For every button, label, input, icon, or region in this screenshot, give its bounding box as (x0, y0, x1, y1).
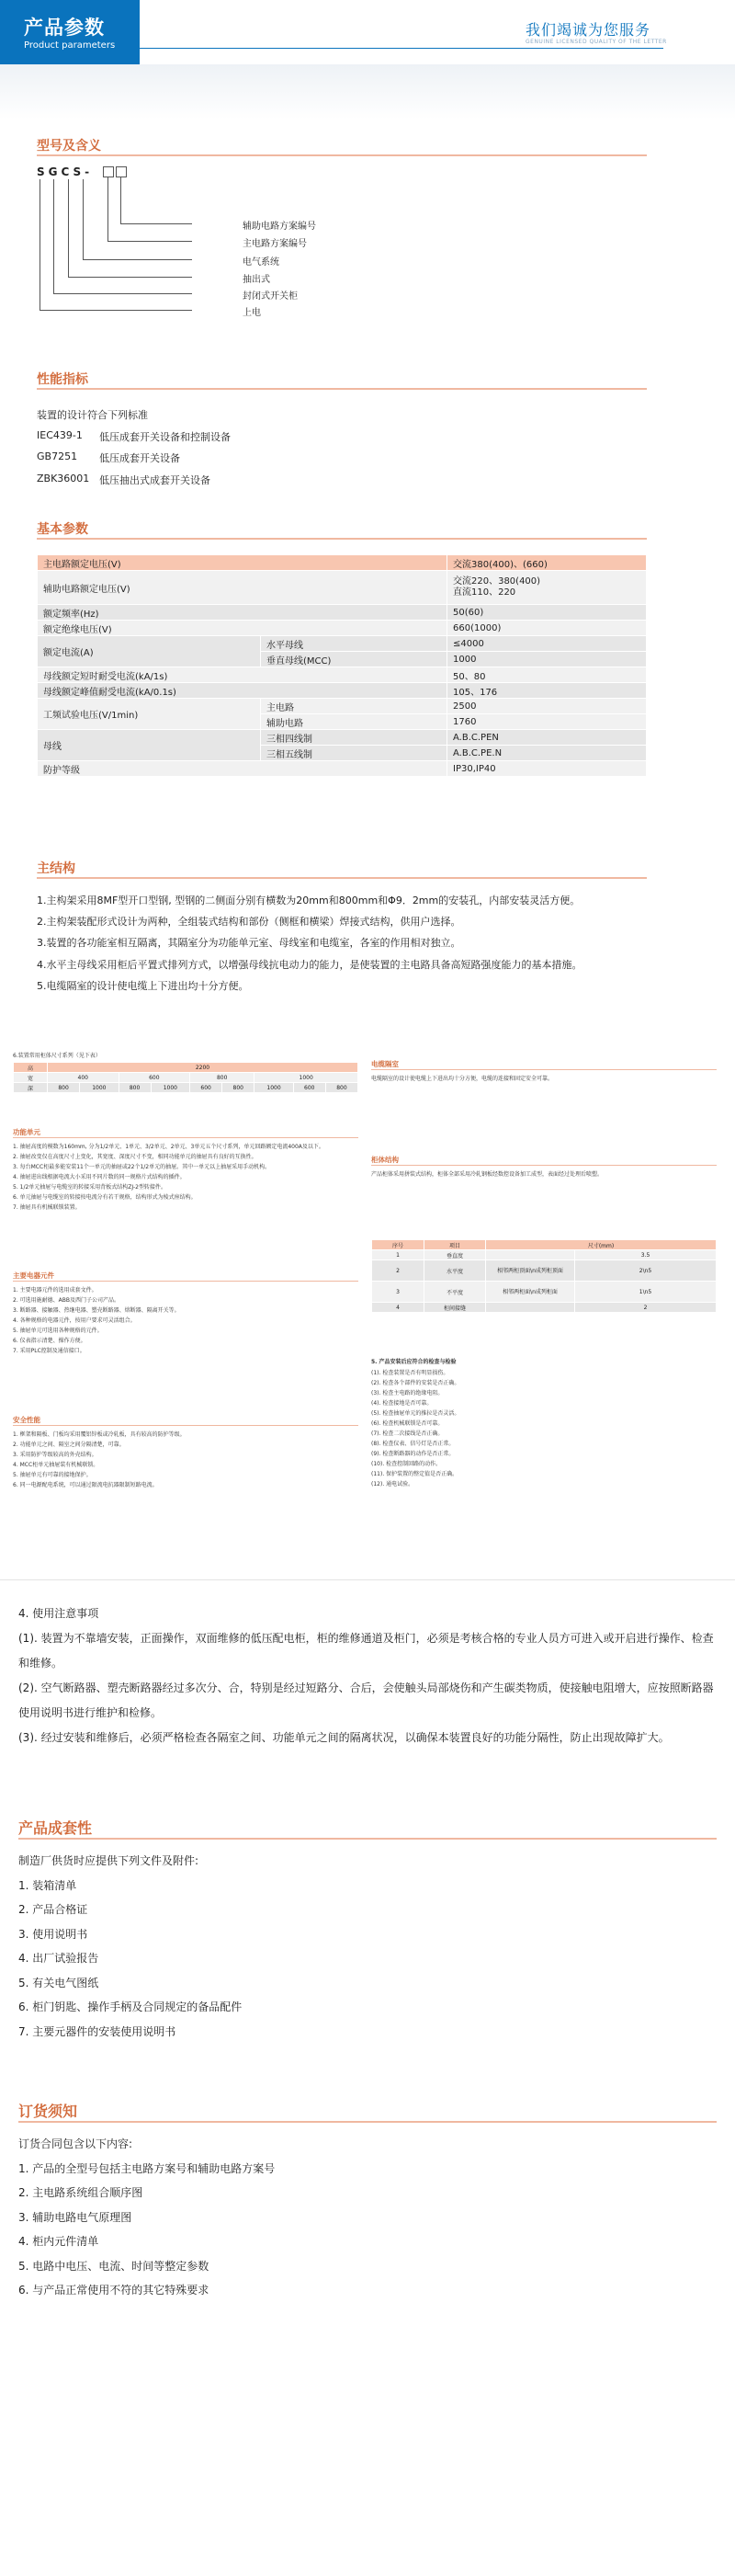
section-divider (0, 1579, 735, 1580)
table-row (38, 699, 647, 714)
tolerance-table (371, 1239, 717, 1313)
note-item: (1). 检查装置是否有明显损伤。 (371, 1370, 449, 1376)
table-cell: 800 (119, 1083, 151, 1093)
table-cell: 相邻两柜面\n成列柜面 (486, 1282, 575, 1303)
model-label-brand: 上电 (243, 308, 261, 318)
header-shade (0, 64, 735, 120)
table-row (14, 1073, 358, 1083)
func-item: 4. 抽屉进出线根据电流大小采用不同片数的同一规格片式结构的插件。 (13, 1174, 186, 1180)
func-item: 6. 单元抽屉与电缆室的转接按电流分有若干规格，结构形式为棱式座结构。 (13, 1194, 197, 1201)
model-box-2 (116, 166, 127, 177)
table-row (14, 1063, 358, 1073)
table-cell: 1\n5 (575, 1282, 717, 1303)
table-cell: 660(1000) (447, 621, 647, 636)
table-cell: 水平母线 (261, 636, 447, 652)
table-cell: 2 (372, 1260, 424, 1282)
cable-title: 电缆隔室 (371, 1060, 399, 1068)
cable-rule (371, 1069, 717, 1070)
model-label-main: 主电路方案编号 (243, 239, 307, 249)
page-title: 产品参数 (24, 17, 105, 39)
structure-title-rule (37, 877, 647, 879)
usage-title: 4. 使用注意事项 (18, 1607, 99, 1620)
order-item: 3. 辅助电路电气原理图 (18, 2211, 132, 2224)
table-row (38, 636, 647, 652)
bracket-line (83, 259, 192, 260)
func-item: 2. 抽屉改变仅在高度尺寸上变化，其宽度、深度尺寸不变，相同功能单元的抽屉具有良好的互换性。 (13, 1154, 257, 1160)
main-item: 2. 可选用施耐德、ABB及西门子公司产品。 (13, 1297, 119, 1304)
standard-desc: 低压成套开关设备和控制设备 (99, 431, 231, 443)
main-item: 3. 断路器、接触器、热继电器、塑壳断路器、熔断器、隔离开关等。 (13, 1307, 180, 1314)
table-cell: IP30,IP40 (447, 761, 647, 777)
parameter-table (37, 554, 647, 777)
cabinet-title: 柜体结构 (371, 1156, 399, 1164)
table-cell: 额定电流(A) (38, 636, 261, 667)
table-cell: 三相五线制 (261, 746, 447, 761)
usage-item: (2). 空气断路器、塑壳断路器经过多次分、合，特别是经过短路分、合后，会使触头局部烧伤和产生碳类物质，使接触电阻增大，应按照断路器使用说明书进行维护和检修。 (18, 1681, 714, 1719)
usage-item: (3). 经过安装和维修后，必须严格检查各隔室之间、功能单元之间的隔离状况，以确保本装置良好的功能分隔性，防止出现故障扩大。 (18, 1731, 670, 1744)
value-line: 交流220、380(400) (453, 576, 541, 587)
main-title: 主要电器元件 (13, 1271, 54, 1280)
completeness-item: 6. 柜门钥匙、操作手柄及合同规定的备品配件 (18, 2000, 243, 2013)
safety-item: 4. MCC柜单元抽屉装有机械联锁。 (13, 1462, 99, 1468)
table-cell: 1000 (80, 1083, 119, 1093)
structure-item: 1.主构架采用8MF型开口型钢, 型钢的二侧面分别有横数为20mm和800mm和Φ9．2mm的安装孔，内部安装灵活方便。 (37, 895, 581, 906)
bracket-line (120, 177, 121, 223)
note-item: (6). 检查机械联锁是否可靠。 (371, 1420, 444, 1427)
bracket-line (107, 241, 192, 242)
table-cell (486, 1250, 575, 1260)
performance-intro: 装置的设计符合下列标准 (37, 409, 148, 421)
standard-code: ZBK36001 (37, 473, 90, 484)
table-cell: 50、80 (447, 667, 647, 683)
header-slogan: 我们竭诚为您服务 (526, 21, 651, 39)
usage-item: (1). 装置为不靠墙安装，正面操作，双面维修的低压配电柜，柜的维修通道及柜门，必须是考核合格的专业人员方可进入或开启进行操作、检查和维修。 (18, 1632, 714, 1670)
table-cell: 3 (372, 1282, 424, 1303)
main-rule (13, 1281, 358, 1282)
table-cell: 三相四线制 (261, 730, 447, 746)
table-cell: 1000 (151, 1083, 189, 1093)
func-title: 功能单元 (13, 1128, 40, 1136)
main-item: 4. 各种规格的电器元件，按用户要求可灵活组合。 (13, 1317, 136, 1324)
note-item: (12). 通电试验。 (371, 1481, 414, 1487)
table-cell: 50(60) (447, 605, 647, 621)
note-item: (5). 检查抽屉单元的推拉是否灵活。 (371, 1410, 460, 1417)
table-row (38, 571, 647, 605)
table-cell: 800 (325, 1083, 357, 1093)
order-title: 订货须知 (18, 2103, 78, 2120)
notes-list (371, 1368, 717, 1489)
table-cell: 项目 (424, 1240, 486, 1250)
standard-desc: 低压成套开关设备 (99, 452, 180, 464)
table-cell: 主电路额定电压(V) (38, 555, 447, 571)
safety-item: 3. 采用防护等级较高的外壳结构。 (13, 1452, 97, 1458)
note-item: (3). 检查主电路的绝缘电阻。 (371, 1390, 444, 1396)
performance-title-rule (37, 388, 647, 390)
page-subtitle: Product parameters (24, 40, 116, 51)
table-row (38, 730, 647, 746)
safety-item: 6. 同一电源配电系统，可以通过限流电抗器限制短路电流。 (13, 1482, 158, 1488)
table-cell: 1 (372, 1250, 424, 1260)
completeness-title: 产品成套性 (18, 1819, 93, 1837)
note-item: (2). 检查各个部件的安装是否正确。 (371, 1380, 460, 1386)
dim-title: 6.装置常用柜体尺寸系列（见下表） (13, 1053, 101, 1059)
table-row (372, 1260, 717, 1282)
completeness-item: 7. 主要元器件的安装使用说明书 (18, 2025, 176, 2038)
order-rule (18, 2121, 717, 2123)
structure-item: 4.水平主母线采用柜后平置式排列方式，以增强母线抗电动力的能力，是使装置的主电路具备高短路强度能力的基本措施。 (37, 959, 582, 971)
standard-code: GB7251 (37, 450, 78, 462)
table-cell: 高 (14, 1063, 48, 1073)
safety-item: 1. 框架和隔板、门板均采用覆铝锌板或冷轧板，具有较高的防护等级。 (13, 1431, 186, 1438)
note-item: (7). 检查二次接线是否正确。 (371, 1430, 444, 1437)
standard-desc: 低压抽出式成套开关设备 (99, 474, 210, 486)
table-cell: 额定频率(Hz) (38, 605, 447, 621)
standard-code: IEC439-1 (37, 429, 83, 441)
table-cell: 800 (190, 1073, 254, 1083)
bracket-line (120, 223, 192, 224)
func-item: 1. 抽屉高度的模数为160mm, 分为1/2单元、1单元、3/2单元、2单元、3单元五个尺寸系列，单元回路额定电流400A及以下。 (13, 1144, 324, 1150)
table-row (38, 667, 647, 683)
table-cell: 交流380(400)、(660) (447, 555, 647, 571)
basic-title: 基本参数 (37, 522, 88, 537)
header-line (140, 48, 526, 49)
main-item: 7. 采用PLC控制及通信接口。 (13, 1348, 85, 1354)
table-row (38, 555, 647, 571)
order-item: 1. 产品的全型号包括主电路方案号和辅助电路方案号 (18, 2162, 276, 2175)
table-cell: 2500 (447, 699, 647, 714)
note-item: (8). 检查仪表、信号灯是否正常。 (371, 1441, 455, 1447)
table-cell: 600 (293, 1083, 325, 1093)
table-cell: A.B.C.PE.N (447, 746, 647, 761)
model-label-enclosed: 封闭式开关柜 (243, 291, 298, 302)
table-row (38, 683, 647, 699)
table-cell: 母线额定峰值耐受电流(kA/0.1s) (38, 683, 447, 699)
func-list (13, 1142, 362, 1213)
table-cell: 2200 (48, 1063, 358, 1073)
completeness-item: 1. 装箱清单 (18, 1879, 77, 1892)
table-cell: 深 (14, 1083, 48, 1093)
table-cell: 800 (48, 1083, 80, 1093)
model-code: SGCS- (37, 165, 94, 178)
main-item: 6. 仪表指示清楚、操作方便。 (13, 1338, 86, 1344)
table-row (372, 1303, 717, 1313)
main-list (13, 1285, 362, 1356)
table-row (372, 1282, 717, 1303)
order-item: 5. 电路中电压、电流、时间等整定参数 (18, 2260, 209, 2273)
table-cell: 105、176 (447, 683, 647, 699)
cabinet-text: 产品柜体采用拼装式结构，柜体全部采用冷轧钢板经数控设备加工成型，表面经过处理后喷塑。 (371, 1171, 604, 1178)
notes-title: 5. 产品安装后应符合的检查与检验 (371, 1359, 457, 1365)
func-rule (13, 1137, 358, 1138)
structure-item: 5.电缆隔室的设计使电缆上下进出均十分方便。 (37, 980, 249, 992)
model-label-aux: 辅助电路方案编号 (243, 222, 316, 232)
table-cell: 尺寸(mm) (486, 1240, 717, 1250)
structure-item: 3.装置的各功能室相互隔离，其隔室分为功能单元室、母线室和电缆室，各室的作用相对独立。 (37, 937, 461, 949)
completeness-item: 4. 出厂试验报告 (18, 1952, 99, 1965)
table-cell: 2\n5 (575, 1260, 717, 1282)
safety-list (13, 1430, 362, 1490)
completeness-intro: 制造厂供货时应提供下列文件及附件: (18, 1854, 199, 1867)
bracket-line (107, 177, 108, 241)
model-label-draw: 抽出式 (243, 275, 270, 285)
structure-item: 2.主构架装配形式设计为两种，全组装式结构和部份（侧框和横梁）焊接式结构，供用户选择。 (37, 916, 461, 928)
table-cell: 1000 (447, 652, 647, 667)
table-cell: 额定绝缘电压(V) (38, 621, 447, 636)
table-cell: 防护等级 (38, 761, 447, 777)
table-row (38, 605, 647, 621)
order-item: 2. 主电路系统组合顺序图 (18, 2186, 143, 2199)
table-cell: 3.5 (575, 1250, 717, 1260)
func-item: 5. 1/2单元抽屉与电缆室的转接采用背板式结构ZJ-2型转接件。 (13, 1184, 166, 1191)
table-cell: 400 (48, 1073, 119, 1083)
table-row (38, 761, 647, 777)
order-intro: 订货合同包含以下内容: (18, 2137, 133, 2150)
table-cell: 4 (372, 1303, 424, 1313)
model-title: 型号及含义 (37, 139, 101, 154)
table-row (38, 621, 647, 636)
table-cell: 相邻两柜顶面\n成列柜顶面 (486, 1260, 575, 1282)
table-cell: 水平度 (424, 1260, 486, 1282)
func-item: 3. 每台MCC柜最多能安装11个一单元的抽屉或22个1/2单元的抽屉。其中一单元以上抽屉采用手动机构。 (13, 1164, 271, 1170)
order-item: 4. 柜内元件清单 (18, 2235, 99, 2248)
table-row (14, 1083, 358, 1093)
table-cell (447, 571, 647, 605)
main-item: 5. 抽屉单元可选用各种规格的元件。 (13, 1328, 103, 1334)
header-line-right (526, 48, 663, 49)
table-cell (486, 1303, 575, 1313)
completeness-item: 2. 产品合格证 (18, 1903, 88, 1916)
table-cell: 1000 (254, 1083, 293, 1093)
safety-rule (13, 1425, 358, 1426)
safety-item: 2. 功能单元之间、隔室之间分隔清楚，可靠。 (13, 1442, 125, 1448)
structure-title: 主结构 (37, 861, 75, 876)
basic-title-rule (37, 538, 647, 540)
bracket-line (68, 179, 69, 277)
header-slogan-en: GENUINE LICENSED QUALITY OF THE LETTER (526, 39, 667, 45)
table-cell: ≤4000 (447, 636, 647, 652)
table-cell: 不平度 (424, 1282, 486, 1303)
note-item: (10). 检查控制回路的动作。 (371, 1461, 442, 1467)
table-cell: 600 (119, 1073, 190, 1083)
table-cell: 柜间接缝 (424, 1303, 486, 1313)
bracket-line (68, 277, 192, 278)
table-cell: 1760 (447, 714, 647, 730)
completeness-item: 5. 有关电气图纸 (18, 1977, 99, 1989)
table-cell: 母线额定短时耐受电流(kA/1s) (38, 667, 447, 683)
completeness-rule (18, 1838, 717, 1840)
model-box-1 (103, 166, 114, 177)
note-item: (9). 检查断路器的动作是否正常。 (371, 1451, 455, 1457)
cable-text: 电缆隔室的设计使电缆上下进出均十分方便，电缆的连接和固定安全可靠。 (371, 1076, 554, 1082)
func-item: 7. 抽屉具有机械联锁装置。 (13, 1204, 81, 1211)
safety-title: 安全性能 (13, 1416, 40, 1424)
bracket-line (53, 293, 192, 294)
performance-title: 性能指标 (37, 372, 88, 387)
table-cell: 600 (190, 1083, 222, 1093)
table-cell: 宽 (14, 1073, 48, 1083)
table-cell: 垂直度 (424, 1250, 486, 1260)
note-item: (4). 检查接地是否可靠。 (371, 1400, 433, 1407)
note-item: (11). 保护装置的整定值是否正确。 (371, 1471, 458, 1477)
table-cell: 主电路 (261, 699, 447, 714)
bracket-line (83, 179, 84, 259)
table-cell: 1000 (254, 1073, 358, 1083)
bracket-line (40, 310, 192, 311)
table-row (372, 1250, 717, 1260)
table-cell: A.B.C.PEN (447, 730, 647, 746)
table-cell: 2 (575, 1303, 717, 1313)
table-cell: 辅助电路额定电压(V) (38, 571, 447, 605)
cabinet-rule (371, 1165, 717, 1166)
table-cell: 母线 (38, 730, 261, 761)
safety-item: 5. 抽屉单元有可靠的接地保护。 (13, 1472, 92, 1478)
value-line: 直流110、220 (453, 587, 516, 598)
dimension-table (13, 1062, 358, 1093)
table-cell: 垂直母线(MCC) (261, 652, 447, 667)
table-cell: 辅助电路 (261, 714, 447, 730)
table-row (372, 1240, 717, 1250)
order-item: 6. 与产品正常使用不符的其它特殊要求 (18, 2284, 209, 2297)
bracket-line (53, 179, 54, 293)
model-title-rule (37, 154, 647, 156)
table-cell: 800 (222, 1083, 254, 1093)
model-label-elec: 电气系统 (243, 257, 279, 268)
completeness-item: 3. 使用说明书 (18, 1928, 88, 1941)
main-item: 1. 主要电器元件的选用成套文件。 (13, 1287, 97, 1294)
table-cell: 序号 (372, 1240, 424, 1250)
table-cell: 工频试验电压(V/1min) (38, 699, 261, 730)
